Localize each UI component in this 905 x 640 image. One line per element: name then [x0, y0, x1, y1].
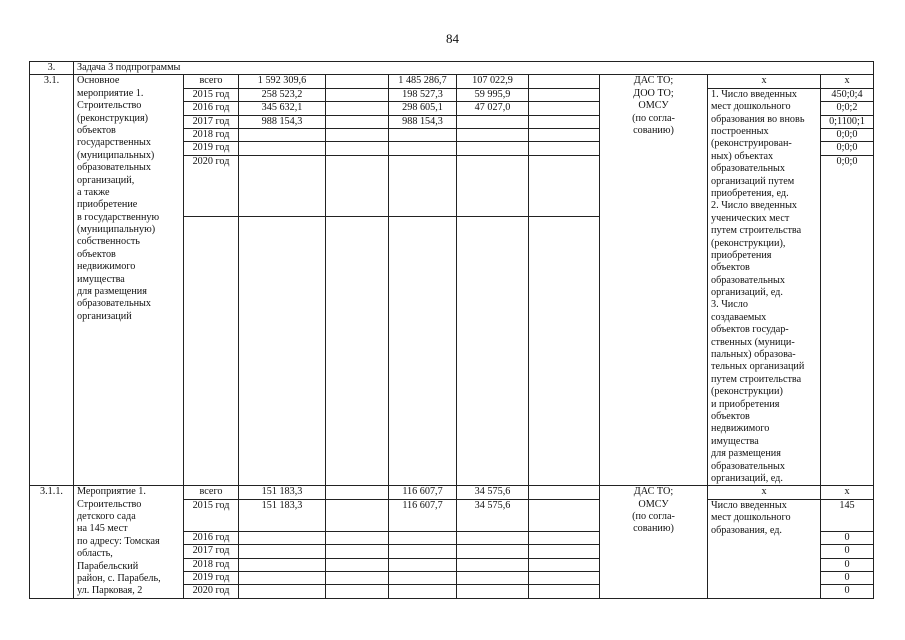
- indicator-line: (реконструирован-: [711, 138, 792, 150]
- indicator-line: образовательных: [711, 274, 785, 286]
- amount-other: [529, 102, 600, 115]
- amount-total: [239, 558, 326, 571]
- amount-local: 47 027,0: [457, 102, 529, 115]
- indicator-line: построенных: [711, 125, 769, 137]
- value-header: х: [821, 486, 874, 499]
- amount-regional: [389, 142, 457, 155]
- activity-name-line: недвижимого: [77, 261, 136, 273]
- indicator-value: 0;0;2: [821, 102, 874, 115]
- activity-name-line: государственных: [77, 137, 151, 149]
- task-row: [30, 62, 874, 75]
- amount-regional: [389, 155, 457, 216]
- period-label: 2019 год: [184, 572, 239, 585]
- amount-total: [239, 142, 326, 155]
- amount-other: [529, 129, 600, 142]
- indicator-line: 3. Число: [711, 299, 748, 311]
- amount-total: [239, 585, 326, 598]
- program-table: [29, 61, 874, 599]
- amount-federal: [326, 88, 389, 101]
- indicator-value: 0: [821, 531, 874, 544]
- period-label: 2016 год: [184, 531, 239, 544]
- activity-name-line: Мероприятие 1.: [77, 486, 146, 498]
- executor: [603, 75, 704, 137]
- amount-local: [457, 142, 529, 155]
- amount-regional: [389, 545, 457, 558]
- amount-regional: [389, 558, 457, 571]
- amount-local: [457, 558, 529, 571]
- amount-federal: [326, 585, 389, 598]
- activity-name: [77, 75, 180, 323]
- amount-total: [239, 531, 326, 544]
- period-label: 2019 год: [184, 142, 239, 155]
- period-label: всего: [184, 486, 239, 499]
- period-filler: [184, 217, 239, 486]
- indicator-value: 0: [821, 558, 874, 571]
- activity-name-line: область,: [77, 548, 113, 560]
- executor-line: ДОО ТО;: [633, 87, 674, 99]
- activity-row: [30, 486, 874, 499]
- activity-name-line: а также: [77, 186, 110, 198]
- indicator-line: образовательных: [711, 460, 785, 472]
- indicator-value: 145: [821, 499, 874, 531]
- amount-total: 151 183,3: [239, 499, 326, 531]
- indicator-text: [708, 499, 821, 598]
- activity-name-line: (муниципальную): [77, 224, 156, 236]
- amount-local: [457, 545, 529, 558]
- indicator-line: приобретения, ед.: [711, 187, 789, 199]
- amount-local: [457, 115, 529, 128]
- activity-name-line: для размещения: [77, 286, 147, 298]
- amount-federal: [326, 558, 389, 571]
- indicator-text: [708, 88, 821, 486]
- amount-total: [239, 545, 326, 558]
- period-label: 2015 год: [184, 88, 239, 101]
- amount-local: 59 995,9: [457, 88, 529, 101]
- amount-regional: 1 485 286,7: [389, 75, 457, 88]
- amount-local: [457, 531, 529, 544]
- amount-federal-filler: [326, 217, 389, 486]
- indicator-line: имущества: [711, 435, 759, 447]
- amount-other: [529, 75, 600, 88]
- indicator-value: 0;0;0: [821, 155, 874, 485]
- indicator-line: Число введенных: [711, 499, 787, 511]
- amount-other: [529, 585, 600, 598]
- indicator-line: и приобретения: [711, 398, 780, 410]
- task-number: 3.: [30, 62, 74, 75]
- indicator-value: 0;0;0: [821, 142, 874, 155]
- activity-name-line: в государственную: [77, 211, 160, 223]
- amount-federal: [326, 102, 389, 115]
- indicator-line: 1. Число введенных: [711, 88, 798, 100]
- indicator-line: объектов: [711, 410, 750, 422]
- executor: [600, 486, 708, 599]
- activity-name-line: Парабельский: [77, 560, 139, 572]
- activity-name-line: объектов: [77, 248, 116, 260]
- indicator-header: х: [708, 75, 821, 88]
- indicator-line: тельных организаций: [711, 361, 805, 373]
- activity-name-line: ул. Парковая, 2: [77, 585, 143, 597]
- amount-total: 1 592 309,6: [239, 75, 326, 88]
- amount-regional: 988 154,3: [389, 115, 457, 128]
- amount-other: [529, 486, 600, 499]
- activity-name-line: приобретение: [77, 199, 138, 211]
- amount-federal: [326, 499, 389, 531]
- amount-federal: [326, 129, 389, 142]
- amount-local: 107 022,9: [457, 75, 529, 88]
- amount-regional: 116 607,7: [389, 486, 457, 499]
- amount-regional: 198 527,3: [389, 88, 457, 101]
- indicator-line: образования во вновь: [711, 113, 805, 125]
- period-label: 2020 год: [184, 585, 239, 598]
- activity-name-line: детского сада: [77, 511, 136, 523]
- indicator-line: ных) объектах: [711, 150, 774, 162]
- amount-regional: [389, 129, 457, 142]
- activity-number: 3.1.1.: [30, 486, 74, 599]
- indicator-line: пальных) образова-: [711, 349, 796, 361]
- amount-regional: [389, 531, 457, 544]
- indicator-line: организаций, ед.: [711, 472, 783, 484]
- activity-name-line: объектов: [77, 124, 116, 136]
- indicator-line: создаваемых: [711, 311, 767, 323]
- indicator: [711, 89, 817, 486]
- executor-line: (по согла-: [632, 511, 675, 523]
- indicator-line: мест дошкольного: [711, 512, 791, 524]
- period-label: 2016 год: [184, 102, 239, 115]
- amount-other: [529, 558, 600, 571]
- amount-other: [529, 115, 600, 128]
- amount-federal: [326, 531, 389, 544]
- executor: [603, 486, 704, 536]
- amount-total: 988 154,3: [239, 115, 326, 128]
- activity-number: 3.1.: [30, 75, 74, 486]
- indicator-line: путем строительства: [711, 225, 802, 237]
- indicator-line: мест дошкольного: [711, 101, 791, 113]
- period-label: 2017 год: [184, 115, 239, 128]
- indicator-line: ственных (муници-: [711, 336, 795, 348]
- indicator-value: 0: [821, 545, 874, 558]
- executor-line: ОМСУ: [638, 100, 669, 112]
- indicator-line: приобретения: [711, 249, 772, 261]
- amount-other: [529, 499, 600, 531]
- amount-other: [529, 531, 600, 544]
- executor-line: (по согла-: [632, 112, 675, 124]
- amount-federal: [326, 75, 389, 88]
- indicator-value: 0;0;0: [821, 129, 874, 142]
- amount-total: [239, 155, 326, 216]
- amount-federal: [326, 115, 389, 128]
- activity-row: [30, 75, 874, 88]
- amount-total: 258 523,2: [239, 88, 326, 101]
- indicator-line: для размещения: [711, 448, 781, 460]
- indicator-line: 2. Число введенных: [711, 200, 798, 212]
- amount-other: [529, 572, 600, 585]
- amount-local: 34 575,6: [457, 499, 529, 531]
- amount-federal: [326, 142, 389, 155]
- indicator-line: (реконструкции),: [711, 237, 786, 249]
- executor-line: сованию): [633, 124, 674, 136]
- activity-name-line: на 145 мест: [77, 523, 128, 535]
- amount-total: [239, 129, 326, 142]
- task-title: Задача 3 подпрограммы: [74, 62, 874, 75]
- value-header: х: [821, 75, 874, 88]
- activity-name-line: образовательных: [77, 298, 151, 310]
- indicator-line: (реконструкции): [711, 386, 783, 398]
- amount-local: [457, 155, 529, 216]
- activity-name-line: имущества: [77, 273, 125, 285]
- indicator-line: организаций путем: [711, 175, 795, 187]
- activity-name-line: мероприятие 1.: [77, 87, 144, 99]
- activity-name-line: образовательных: [77, 162, 151, 174]
- period-label: 2018 год: [184, 129, 239, 142]
- activity-name-line: Основное: [77, 75, 120, 87]
- indicator-value: 0: [821, 585, 874, 598]
- activity-name-line: Строительство: [77, 100, 142, 112]
- amount-other-filler: [529, 217, 600, 486]
- amount-federal: [326, 486, 389, 499]
- amount-local: [457, 129, 529, 142]
- period-label: 2018 год: [184, 558, 239, 571]
- indicator-line: организаций, ед.: [711, 287, 783, 299]
- amount-other: [529, 545, 600, 558]
- activity-name-line: (реконструкция): [77, 112, 149, 124]
- indicator-line: образования, ед.: [711, 524, 782, 536]
- amount-local: 34 575,6: [457, 486, 529, 499]
- executor-line: ОМСУ: [638, 498, 669, 510]
- activity-name-line: Строительство: [77, 498, 142, 510]
- indicator-line: ученических мест: [711, 212, 790, 224]
- amount-regional: 116 607,7: [389, 499, 457, 531]
- activity-name-line: организаций: [77, 310, 132, 322]
- executor-line: сованию): [633, 523, 674, 535]
- amount-local: [457, 585, 529, 598]
- amount-local-filler: [457, 217, 529, 486]
- amount-federal: [326, 572, 389, 585]
- page-number: 84: [446, 31, 459, 46]
- amount-regional-filler: [389, 217, 457, 486]
- indicator: [711, 500, 817, 537]
- activity-name-line: собственность: [77, 236, 140, 248]
- activity-name: [77, 486, 180, 598]
- period-label: 2020 год: [184, 155, 239, 216]
- amount-federal: [326, 545, 389, 558]
- activity-name-line: организаций,: [77, 174, 135, 186]
- amount-other: [529, 88, 600, 101]
- amount-federal: [326, 155, 389, 216]
- period-label: 2015 год: [184, 499, 239, 531]
- indicator-line: недвижимого: [711, 423, 770, 435]
- activity-name: [74, 486, 184, 599]
- executor-line: ДАС ТО;: [633, 75, 674, 87]
- amount-other: [529, 142, 600, 155]
- indicator-line: объектов государ-: [711, 324, 789, 336]
- executor-line: ДАС ТО;: [633, 486, 674, 498]
- amount-total-filler: [239, 217, 326, 486]
- indicator-header: х: [708, 486, 821, 499]
- activity-name: [74, 75, 184, 486]
- indicator-line: путем строительства: [711, 373, 802, 385]
- amount-regional: [389, 585, 457, 598]
- amount-total: 345 632,1: [239, 102, 326, 115]
- amount-total: 151 183,3: [239, 486, 326, 499]
- amount-regional: [389, 572, 457, 585]
- activity-name-line: район, с. Парабель,: [77, 573, 161, 585]
- activity-name-line: по адресу: Томская: [77, 535, 160, 547]
- period-label: всего: [184, 75, 239, 88]
- amount-other: [529, 155, 600, 216]
- executor: [600, 75, 708, 486]
- amount-local: [457, 572, 529, 585]
- activity-name-line: (муниципальных): [77, 149, 155, 161]
- indicator-value: 0: [821, 572, 874, 585]
- indicator-line: образовательных: [711, 163, 785, 175]
- indicator-value: 0;1100;1: [821, 115, 874, 128]
- period-label: 2017 год: [184, 545, 239, 558]
- indicator-line: объектов: [711, 262, 750, 274]
- amount-regional: 298 605,1: [389, 102, 457, 115]
- amount-total: [239, 572, 326, 585]
- indicator-value: 450;0;4: [821, 88, 874, 101]
